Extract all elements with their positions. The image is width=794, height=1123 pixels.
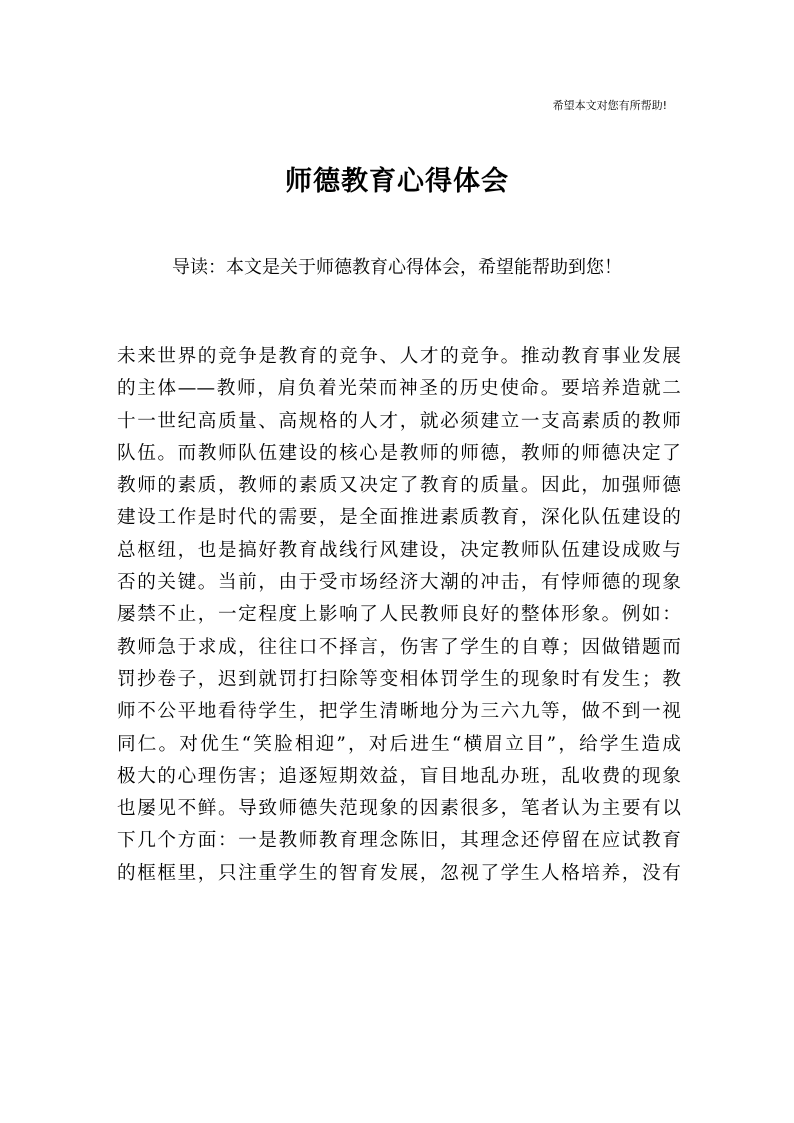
body-line: 十一世纪高质量、高规格的人才，就必须建立一支高素质的教师 — [117, 410, 681, 432]
body-line: 师不公平地看待学生，把学生清晰地分为三六九等，做不到一视 — [117, 701, 681, 723]
body-line: 未来世界的竞争是教育的竞争、人才的竞争。推动教育事业发展 — [117, 346, 681, 367]
body-line: 屡禁不止，一定程度上影响了人民教师良好的整体形象。例如： — [117, 604, 681, 626]
body-line: 罚抄卷子，迟到就罚打扫除等变相体罚学生的现象时有发生；教 — [117, 668, 681, 690]
intro-paragraph: 导读：本文是关于师德教育心得体会，希望能帮助到您！ — [172, 257, 622, 278]
body-paragraph — [117, 341, 681, 890]
document-title: 师德教育心得体会 — [285, 166, 509, 197]
body-line: 极大的心理伤害；追逐短期效益，盲目地乱办班，乱收费的现象 — [117, 765, 681, 787]
body-line: 建设工作是时代的需要，是全面推进素质教育，深化队伍建设的 — [117, 507, 681, 529]
body-line: 否的关键。当前，由于受市场经济大潮的冲击，有悖师德的现象 — [117, 572, 681, 594]
body-line: 的主体——教师，肩负着光荣而神圣的历史使命。要培养造就二 — [117, 378, 681, 400]
body-line: 同仁。对优生“笑脸相迎”，对后进生“横眉立目”，给学生造成 — [117, 733, 681, 755]
body-line: 的框框里，只注重学生的智育发展，忽视了学生人格培养，没有 — [117, 862, 681, 884]
body-line: 教师急于求成，往往口不择言，伤害了学生的自尊；因做错题而 — [117, 636, 681, 658]
body-line: 总枢纽，也是搞好教育战线行风建设，决定教师队伍建设成败与 — [117, 539, 681, 561]
header-note: 希望本文对您有所帮助! — [552, 99, 667, 112]
body-line: 也屡见不鲜。导致师德失范现象的因素很多，笔者认为主要有以 — [117, 798, 681, 820]
body-line: 下几个方面：一是教师教育理念陈旧，其理念还停留在应试教育 — [117, 830, 681, 852]
body-line: 队伍。而教师队伍建设的核心是教师的师德，教师的师德决定了 — [117, 442, 681, 464]
body-line: 教师的素质，教师的素质又决定了教育的质量。因此，加强师德 — [117, 475, 681, 497]
